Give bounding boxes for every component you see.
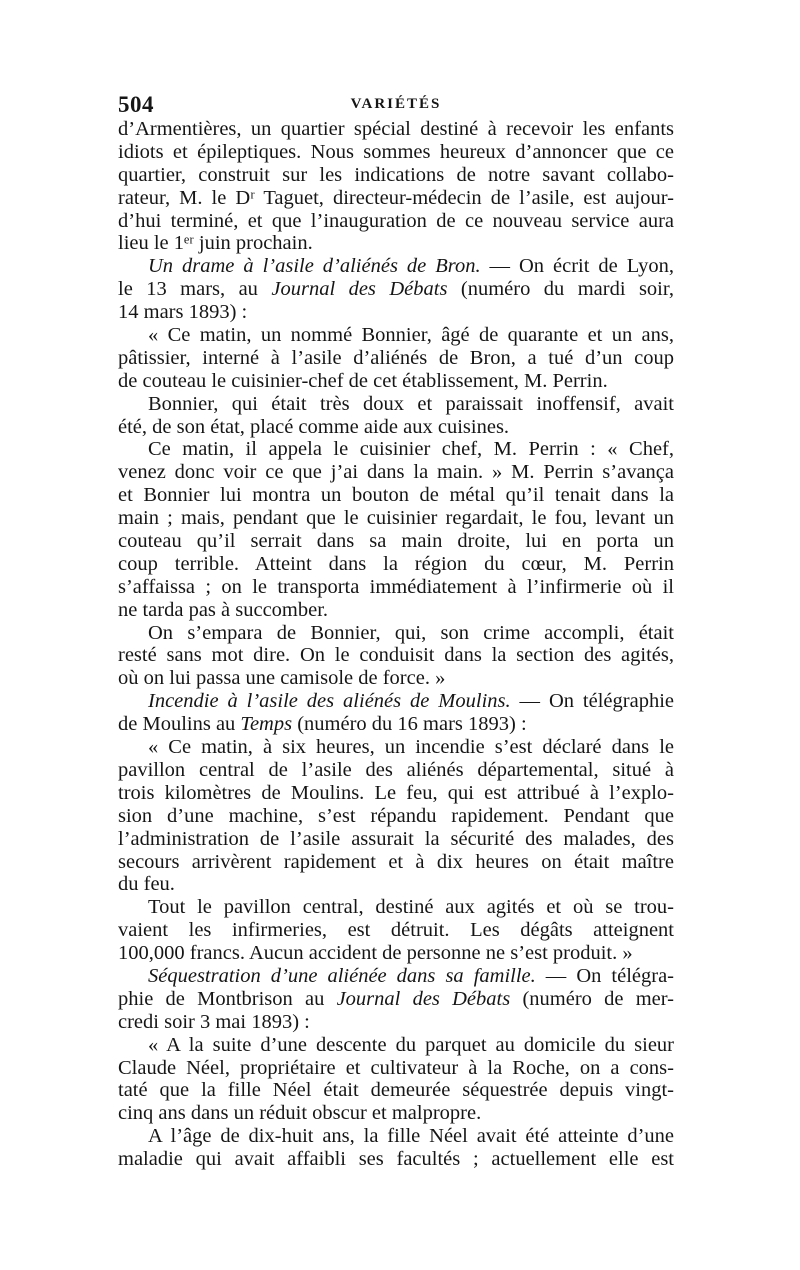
line-text: couteau qu’il serrait dans sa main droite, lui en porta un [118,530,674,553]
line-text: resté sans mot dire. On le conduisit dans la section des agités, [118,644,674,667]
text-line [118,461,674,484]
line-text: 14 mars 1893) : [118,301,248,324]
line-text: pavillon central de l’asile des aliénés départemental, situé à [118,758,674,781]
text-line [118,1011,674,1034]
line-text: de couteau le cuisinier-chef de cet établissement, M. Perrin. [118,369,608,392]
text-line [118,576,674,599]
text-line [118,919,674,942]
text-line [118,1034,674,1057]
text-line [118,1102,674,1125]
line-text: Claude Néel, propriétaire et cultivateur à la Roche, on a cons- [118,1056,674,1079]
text-line [118,507,674,530]
text-line [118,393,674,416]
line-text: main ; mais, pendant que le cuisinier regardait, le fou, levant un [118,507,674,530]
text-line [118,301,674,324]
line-text: — On télégraphie [510,690,674,713]
line-text: l’administration de l’asile assurait la sécurité des malades, des [118,827,674,850]
line-text: Bonnier, qui était très doux et paraissait inoffensif, avait [148,392,674,415]
text-line [118,1079,674,1102]
text-line [118,370,674,393]
line-text: lieu le 1ᵉʳ juin prochain. [118,232,313,255]
text-line [118,667,674,690]
text-line [118,805,674,828]
running-head [118,92,674,118]
text-line [118,1148,674,1171]
text-line [118,1057,674,1080]
italic-title: Temps [240,713,293,736]
line-text: 100,000 francs. Aucun accident de personne ne s’est produit. » [118,942,633,965]
line-text: le 13 mars, au [118,278,272,301]
page-number: 504 [118,92,154,117]
line-text: cinq ans dans un réduit obscur et malpropre. [118,1102,482,1125]
line-text: Ce matin, il appela le cuisinier chef, M. Perrin : « Chef, [148,438,674,461]
italic-heading: Un drame à l’asile d’aliénés de Bron. [148,255,481,278]
text-line [118,782,674,805]
text-line [118,416,674,439]
text-line [118,622,674,645]
text-line [118,644,674,667]
line-text-after: (numéro du 16 mars 1893) : [292,713,527,736]
text-line [118,187,674,210]
text-line [118,553,674,576]
text-line [118,438,674,461]
line-text: On s’empara de Bonnier, qui, son crime accompli, était [148,621,674,644]
text-line [118,141,674,164]
text-line [118,942,674,965]
line-text: « A la suite d’une descente du parquet au domicile du sieur [148,1033,674,1056]
line-text: sion d’une machine, s’est répandu rapidement. Pendant que [118,804,674,827]
line-text: trois kilomètres de Moulins. Le feu, qui est attribué à l’explo- [118,781,674,804]
line-text: taté que la fille Néel était demeurée séquestrée depuis vingt- [118,1079,674,1102]
line-text-after: (numéro du mardi soir, [447,278,674,301]
text-line [118,690,674,713]
italic-title: Journal des Débats [271,278,448,301]
text-line [118,278,674,301]
line-text: phie de Montbrison au [118,987,337,1010]
line-text: venez donc voir ce que j’ai dans la main. » M. Perrin s’avança [118,461,674,484]
text-line [118,232,674,255]
line-text: — On écrit de Lyon, [480,255,674,278]
line-text: du feu. [118,873,175,896]
line-text: et Bonnier lui montra un bouton de métal qu’il tenait dans la [118,484,674,507]
line-text: secours arrivèrent rapidement et à dix heures on était maître [118,850,674,873]
line-text: s’affaissa ; on le transporta immédiatement à l’infirmerie où il [118,575,674,598]
line-text: — On télégra- [535,964,674,987]
text-line [118,873,674,896]
line-text: d’Armentières, un quartier spécial destiné à recevoir les enfants [118,118,674,140]
text-line [118,759,674,782]
text-line [118,736,674,759]
line-text: ne tarda pas à succomber. [118,598,329,621]
line-text: rateur, M. le Dʳ Taguet, directeur-médecin de l’asile, est aujour- [118,186,674,209]
body-text [118,118,674,1171]
text-line [118,965,674,988]
line-text: « Ce matin, à six heures, un incendie s’est déclaré dans le [148,736,674,759]
text-line [118,1125,674,1148]
line-text-after: (numéro de mer- [510,987,674,1010]
line-text: de Moulins au [118,713,241,736]
line-text: où on lui passa une camisole de force. » [118,667,446,690]
line-text: idiots et épileptiques. Nous sommes heureux d’annoncer que ce [118,140,674,163]
line-text: d’hui terminé, et que l’inauguration de ce nouveau service aura [118,209,674,232]
section-title: VARIÉTÉS [350,96,442,112]
line-text: Tout le pavillon central, destiné aux agités et où se trou- [148,896,674,919]
text-line [118,210,674,233]
text-line [118,828,674,851]
italic-heading: Séquestration d’une aliénée dans sa famille. [148,964,536,987]
text-line [118,530,674,553]
line-text: pâtissier, interné à l’asile d’aliénés de Bron, a tué d’un coup [118,346,674,369]
line-text: credi soir 3 mai 1893) : [118,1010,310,1033]
text-line [118,118,674,141]
italic-title: Journal des Débats [336,987,511,1010]
line-text: été, de son état, placé comme aide aux cuisines. [118,415,510,438]
text-line [118,255,674,278]
text-line [118,713,674,736]
text-line [118,347,674,370]
italic-heading: Incendie à l’asile des aliénés de Moulins. [148,690,511,713]
line-text: vaient les infirmeries, est détruit. Les dégâts atteignent [118,919,674,942]
text-line [118,851,674,874]
line-text: maladie qui avait affaibli ses facultés ; actuellement elle est [118,1148,674,1171]
text-line [118,599,674,622]
text-line [118,484,674,507]
text-line [118,896,674,919]
text-line [118,164,674,187]
text-line [118,988,674,1011]
text-line [118,324,674,347]
line-text: quartier, construit sur les indications de notre savant collabo- [118,163,674,186]
line-text: A l’âge de dix-huit ans, la fille Néel avait été atteinte d’une [148,1125,674,1148]
line-text: coup terrible. Atteint dans la région du cœur, M. Perrin [118,552,674,575]
line-text: « Ce matin, un nommé Bonnier, âgé de quarante et un ans, [148,324,674,347]
